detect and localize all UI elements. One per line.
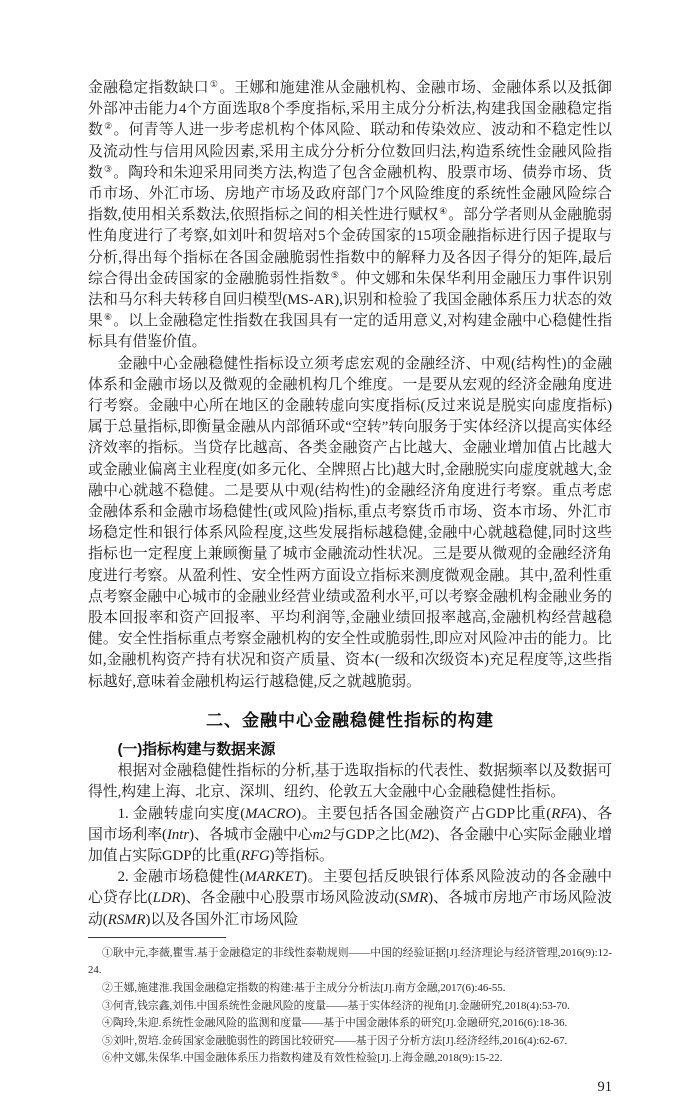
- footnote-ref: ①: [209, 79, 219, 89]
- variable-name: m2: [312, 826, 331, 843]
- text-run: 金融中心金融稳健性指标设立须考虑宏观的金融经济、中观(结构性)的金融体系和金融市场以及微观的金融机构几个维度。一是要从宏观的经济金融角度进行考察。金融中心所在地区的金融转虚向实度指标(反过来说是脱实向虚度指标)属于总量指标,即衡量金融从内部循环或“空转”转向服务于实体经济以提高实体经济效率的指标。当贷存比越高、各类金融资产占比越大、金融业增加值占比越大或金融业偏离主业程度(如多元化、全牌照占比)越大时,金融脱实向虚度就越大,金融中心就越不稳健。二是要从中观(结构性)的金融经济角度进行考察。重点考虑金融体系和金融市场稳健性(或风险)指标,重点考察货币市场、资本市场、外汇市场稳定性和银行体系风险程度,这些发展指标越稳健,金融中心就越稳健,同时这些指标也一定程度上兼顾衡量了城市金融流动性状况。三是要从微观的金融经济角度进行考察。从盈利性、安全性两方面设立指标来测度微观金融。其中,盈利性重点考察金融中心城市的金融业经营业绩或盈利水平,可以考察金融机构金融业务的股本回报率和资产回报率、平均利润等,金融业绩回报率越高,金融机构经营越稳健。安全性指标重点考察金融机构的安全性或脆弱性,即应对风险冲击的能力。比如,金融机构资产持有状况和资产质量、资本(一级和次级资本)充足程度等,这些指标越好,意味着金融机构运行越稳健,反之就越脆弱。: [88, 355, 612, 690]
- variable-name: MARKET: [244, 869, 303, 886]
- text-run: )、各城市房地产市场风险波动(: [88, 890, 613, 928]
- text-run: )、各城市金融中心: [189, 826, 313, 843]
- text-run: 。部分学者则从金融脆弱性角度进行了考察,如刘叶和贺培对5个金砖国家的15项金融指标进行因子提取与分析,得出每个指标在各国金融脆弱性指数中的解释力及各因子得分的矩阵,最后综合得出金砖国家的金融脆弱性指数: [88, 207, 612, 287]
- variable-name: M2: [409, 826, 430, 843]
- footnotes: [88, 945, 612, 1068]
- section-heading: 二、金融中心金融稳健性指标的构建: [206, 710, 494, 730]
- footnote-separator: [88, 937, 226, 938]
- variable-name: RFG: [240, 847, 270, 864]
- paragraph: [88, 761, 612, 803]
- text-run: 。何青等人进一步考虑机构个体风险、联动和传染效应、波动和不稳定性以及流动性与信用风险因素,采用主成分分析分位数回归法,构造系统性金融风险指数: [88, 122, 612, 181]
- text-run: 根据对金融稳健性指标的分析,基于选取指标的代表性、数据频率以及数据可得性,构建上海、北京、深圳、纽约、伦敦五大金融中心金融稳健性指标。: [88, 763, 612, 801]
- variable-name: MACRO: [245, 805, 297, 822]
- footnote: ④陶玲,朱迎.系统性金融风险的监测和度量——基于中国金融体系的研究[J].金融研究,2016(6):18-36.: [102, 1017, 568, 1030]
- footnote: ③何青,钱宗鑫,刘伟.中国系统性金融风险的度量——基于实体经济的视角[J].金融研究,2018(4):53-70.: [102, 999, 570, 1012]
- text-run: 。王娜和施建淮从金融机构、金融市场、金融体系以及抵御外部冲击能力4个方面选取8个季度指标,采用主成分分析法,构建我国金融稳定指数: [88, 80, 612, 139]
- variable-name: RSMR: [107, 911, 146, 928]
- variable-name: RFA: [551, 805, 577, 822]
- text-run: )。主要包括反映银行体系风险波动的各金融中心贷存比(: [88, 869, 612, 907]
- text-run: 与GDP之比(: [330, 826, 410, 843]
- footnote-ref: ②: [104, 121, 113, 132]
- text-run: 2. 金融市场稳健性(: [117, 869, 245, 886]
- page-footer: [88, 931, 612, 1096]
- text-run: 1. 金融转虚向实度(: [117, 805, 246, 822]
- text-run: )以及各国外汇市场风险: [145, 911, 299, 928]
- footnote: ①耿中元,李薇,瞿雪.基于金融稳定的非线性泰勒规则——中国的经验证据[J].经济理论与经济管理,2016(9):12-24.: [88, 946, 612, 977]
- footnote: ⑤刘叶,贺培.金砖国家金融脆弱性的跨国比较研究——基于因子分析方法[J].经济经纬,2016(4):62-67.: [102, 1034, 568, 1047]
- footnote-ref: ③: [104, 163, 113, 174]
- footnote-ref: ⑤: [330, 269, 340, 280]
- text-run: )等指标。: [269, 847, 334, 864]
- article-body: [88, 78, 612, 931]
- text-run: )、各金融中心实际金融业增加值占实际GDP的比重(: [88, 826, 613, 864]
- paragraph: [88, 354, 612, 693]
- text-run: )、各金融中心股票市场风险波动(: [180, 890, 400, 907]
- footnote: ②王娜,施建淮.我国金融稳定指数的构建:基于主成分分析法[J].南方金融,2017(6):46-55.: [102, 981, 506, 994]
- text-run: 金融稳定指数缺口: [88, 80, 209, 96]
- paragraph: [88, 867, 612, 931]
- page-number: 91: [597, 1078, 612, 1095]
- footnote-ref: ④: [439, 206, 448, 217]
- variable-name: LDR: [152, 890, 181, 907]
- subsection-heading: (一)指标构建与数据来源: [117, 741, 276, 758]
- text-run: )。主要包括各国金融资产占GDP比重(: [296, 805, 552, 822]
- text-run: )、各国市场利率(: [88, 805, 612, 843]
- text-run: 。以上金融稳定性指数在我国具有一定的适用意义,对构建金融中心稳健性指标具有借鉴价值。: [88, 313, 612, 351]
- text-run: 。仲文娜和朱保华利用金融压力事件识别法和马尔科夫转移自回归模型(MS-AR),识别和检验了我国金融体系压力状态的效果: [88, 270, 612, 330]
- footnote-ref: ⑥: [104, 312, 113, 323]
- paragraph: [88, 78, 612, 354]
- variable-name: Intr: [166, 826, 190, 843]
- text-run: 。陶玲和朱迎采用同类方法,构造了包含金融机构、股票市场、债券市场、货币市场、外汇市场、房地产市场及政府部门7个风险维度的系统性金融风险综合指数,使用相关系数法,依照指标之间的相关性进行赋权: [88, 164, 612, 224]
- paragraph: [88, 804, 612, 868]
- variable-name: SMR: [399, 890, 429, 907]
- footnote: ⑥仲文娜,朱保华.中国金融体系压力指数构建及有效性检验[J].上海金融,2018(9):15-22.: [102, 1052, 503, 1065]
